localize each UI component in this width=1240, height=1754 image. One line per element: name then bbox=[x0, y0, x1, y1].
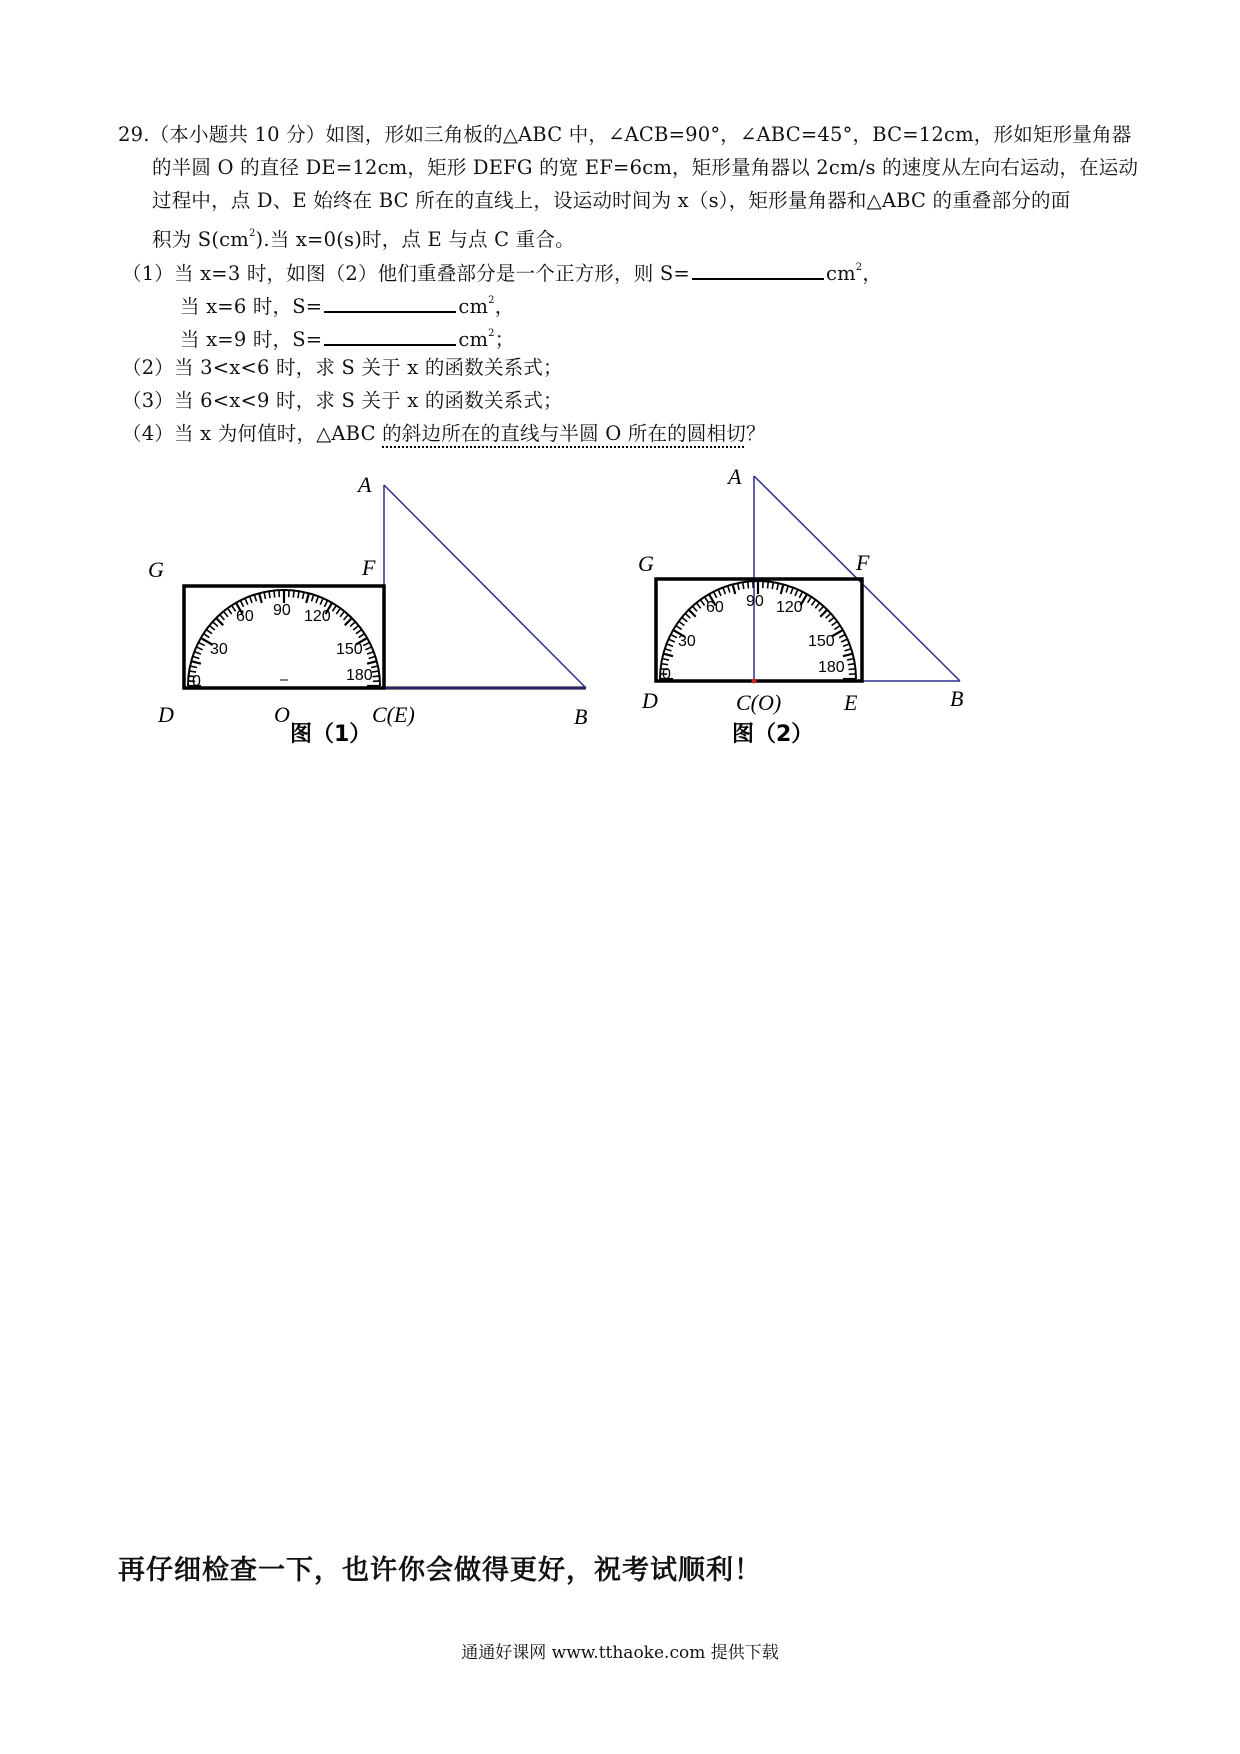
protractor-tick bbox=[668, 639, 674, 642]
protractor-tick bbox=[372, 671, 379, 672]
protractor-tick bbox=[340, 611, 344, 616]
figure-1-caption: 图（1） bbox=[290, 722, 372, 747]
protractor-tick bbox=[353, 626, 358, 630]
protractor-tick bbox=[808, 597, 812, 603]
label-g: G bbox=[148, 557, 164, 582]
protractor-tick bbox=[799, 592, 802, 598]
closing-message: 再仔细检查一下，也许你会做得更好，祝考试顺利！ bbox=[118, 1555, 762, 1586]
protractor-tick bbox=[733, 584, 736, 594]
protractor-tick bbox=[324, 600, 327, 606]
protractor-tick bbox=[700, 600, 704, 606]
protractor-tick bbox=[791, 588, 794, 595]
label-a: A bbox=[728, 464, 742, 489]
protractor-tick bbox=[795, 589, 798, 595]
protractor-tick bbox=[367, 652, 374, 655]
scale-0: 0 bbox=[192, 673, 201, 690]
protractor-tick bbox=[692, 606, 697, 611]
protractor-tick bbox=[298, 591, 299, 598]
protractor-tick bbox=[768, 582, 769, 589]
question-4: （4）当 x 为何值时，△ABC 的斜边所在的直线与半圆 O 所在的圆相切？ bbox=[122, 422, 766, 445]
protractor-tick bbox=[365, 647, 371, 650]
protractor-tick bbox=[216, 618, 223, 625]
question-1c: 当 x=9 时，$S= cm^2$； bbox=[180, 328, 515, 351]
scale-0: 0 bbox=[662, 666, 671, 683]
label-f: F bbox=[856, 550, 870, 575]
protractor-tick bbox=[359, 634, 365, 638]
protractor-tick bbox=[676, 626, 682, 630]
protractor-tick bbox=[834, 626, 840, 630]
protractor-tick bbox=[661, 664, 668, 665]
protractor-tick bbox=[839, 635, 845, 638]
protractor-tick bbox=[682, 617, 687, 621]
answer-blank[interactable] bbox=[692, 260, 824, 280]
label-c-o: C(O) bbox=[736, 690, 782, 715]
protractor-tick bbox=[344, 615, 349, 620]
protractor-tick bbox=[689, 610, 696, 617]
protractor-tick bbox=[826, 613, 831, 618]
protractor-tick bbox=[369, 656, 376, 658]
protractor-tick bbox=[373, 676, 380, 677]
protractor-tick bbox=[190, 666, 197, 667]
protractor-tick bbox=[843, 644, 850, 647]
scale-60: 60 bbox=[236, 608, 254, 625]
scale-120: 120 bbox=[304, 608, 331, 625]
label-c-e: C(E) bbox=[372, 702, 415, 727]
protractor-tick bbox=[228, 608, 232, 614]
protractor-tick bbox=[665, 649, 672, 651]
footer: 通通好课网 www.tthaoke.com 提供下载 bbox=[461, 1643, 779, 1663]
protractor-tick bbox=[189, 671, 196, 672]
protractor-tick bbox=[663, 654, 673, 657]
scale-60: 60 bbox=[706, 599, 724, 616]
protractor-tick bbox=[829, 617, 834, 621]
protractor-tick bbox=[728, 586, 730, 593]
protractor-tick bbox=[748, 582, 749, 589]
question-3: （3）当 6<x<9 时，求 S 关于 x 的函数关系式； bbox=[122, 389, 563, 412]
protractor-tick bbox=[245, 598, 248, 604]
protractor-tick bbox=[254, 595, 256, 602]
protractor-tick bbox=[336, 608, 340, 614]
scale-90: 90 bbox=[273, 602, 291, 619]
protractor-tick bbox=[815, 603, 819, 608]
protractor-tick bbox=[264, 592, 265, 599]
figure-2 bbox=[630, 460, 990, 760]
triangle-hypotenuse bbox=[384, 485, 586, 688]
scale-120: 120 bbox=[776, 599, 803, 616]
protractor-tick bbox=[781, 584, 784, 594]
protractor-tick bbox=[367, 661, 377, 664]
protractor-tick bbox=[269, 591, 270, 598]
scale-30: 30 bbox=[210, 641, 228, 658]
answer-blank[interactable] bbox=[324, 326, 456, 346]
label-d: D bbox=[642, 688, 658, 713]
protractor-tick bbox=[203, 634, 209, 638]
protractor-tick bbox=[303, 592, 304, 599]
point-c-o bbox=[752, 679, 757, 684]
protractor-tick bbox=[345, 618, 352, 625]
protractor-tick bbox=[224, 611, 228, 616]
protractor-tick bbox=[240, 600, 243, 606]
protractor-tick bbox=[196, 647, 202, 650]
figure-1 bbox=[140, 460, 610, 760]
protractor-tick bbox=[193, 656, 200, 658]
protractor-tick bbox=[209, 626, 214, 630]
protractor-tick bbox=[671, 635, 677, 638]
protractor-tick bbox=[274, 591, 275, 598]
scale-90: 90 bbox=[746, 593, 764, 610]
protractor-tick bbox=[316, 596, 319, 603]
label-f: F bbox=[362, 555, 376, 580]
protractor-tick bbox=[847, 659, 854, 660]
protractor-tick bbox=[845, 649, 852, 651]
protractor-tick bbox=[718, 589, 721, 595]
protractor-tick bbox=[667, 644, 674, 647]
protractor-tick bbox=[306, 593, 309, 603]
protractor-tick bbox=[723, 588, 726, 595]
protractor-tick bbox=[250, 596, 253, 603]
protractor-tick bbox=[293, 591, 294, 598]
protractor-tick bbox=[849, 669, 856, 670]
protractor-tick bbox=[738, 583, 739, 590]
protractor-tick bbox=[848, 664, 855, 665]
protractor-tick bbox=[213, 622, 218, 627]
protractor-tick bbox=[363, 642, 369, 645]
protractor-tick bbox=[350, 622, 355, 627]
figure-2-caption: 图（2） bbox=[732, 722, 814, 747]
protractor-tick bbox=[772, 582, 773, 589]
question-2: （2）当 3<x<6 时，求 S 关于 x 的函数关系式； bbox=[122, 356, 563, 379]
protractor-tick bbox=[198, 642, 204, 645]
problem-line-1: 29.（本小题共 10 分）如图，形如三角板的△ABC 中，∠ACB=90°，∠ABC=45°，BC=12cm，形如矩形量角器 bbox=[118, 123, 1132, 146]
protractor-tick bbox=[312, 595, 314, 602]
protractor-tick bbox=[191, 661, 201, 664]
question-1: （1）当 x=3 时，如图（2）他们重叠部分是一个正方形，则 $S= cm^2$， bbox=[122, 262, 883, 285]
problem-line-3: 过程中，点 D、E 始终在 BC 所在的直线上，设运动时间为 x（s），矩形量角器和△ABC 的重叠部分的面 bbox=[152, 189, 1071, 212]
scale-150: 150 bbox=[336, 641, 363, 658]
protractor-tick bbox=[819, 606, 824, 611]
protractor-tick bbox=[662, 659, 669, 660]
protractor-tick bbox=[832, 621, 838, 625]
protractor-tick bbox=[220, 615, 225, 620]
scale-150: 150 bbox=[808, 633, 835, 650]
label-d: D bbox=[158, 702, 174, 727]
label-b: B bbox=[574, 704, 588, 729]
label-g: G bbox=[638, 551, 654, 576]
protractor-tick bbox=[685, 613, 690, 618]
label-e: E bbox=[844, 690, 858, 715]
label-o: O bbox=[274, 702, 290, 727]
protractor-tick bbox=[232, 605, 236, 611]
protractor-tick bbox=[714, 592, 717, 598]
label-a: A bbox=[358, 472, 372, 497]
protractor-tick bbox=[679, 621, 685, 625]
protractor-tick bbox=[841, 639, 847, 642]
scale-30: 30 bbox=[678, 633, 696, 650]
question-1b: 当 x=6 时，$S= cm^2$， bbox=[180, 295, 515, 318]
protractor-tick bbox=[696, 603, 700, 608]
protractor-tick bbox=[320, 598, 323, 604]
protractor-tick bbox=[843, 654, 853, 657]
label-b: B bbox=[950, 686, 964, 711]
problem-line-2: 的半圆 O 的直径 DE=12cm，矩形 DEFG 的宽 EF=6cm，矩形量角器以 2cm/s 的速度从左向右运动，在运动 bbox=[152, 156, 1139, 179]
protractor-tick bbox=[194, 652, 201, 655]
answer-blank[interactable] bbox=[324, 293, 456, 313]
protractor-tick bbox=[786, 586, 788, 593]
protractor-tick bbox=[820, 610, 827, 617]
protractor-tick bbox=[332, 605, 336, 611]
protractor-tick bbox=[206, 630, 212, 634]
protractor-tick bbox=[259, 593, 262, 603]
protractor-tick bbox=[777, 583, 778, 590]
protractor-tick bbox=[356, 630, 362, 634]
scale-180: 180 bbox=[346, 667, 373, 684]
protractor-tick bbox=[743, 582, 744, 589]
protractor-tick bbox=[811, 600, 815, 606]
scale-180: 180 bbox=[818, 659, 845, 676]
problem-line-4: 积为 $S(cm^2)$.当 x=0(s)时，点 E 与点 C 重合。 bbox=[152, 228, 575, 251]
